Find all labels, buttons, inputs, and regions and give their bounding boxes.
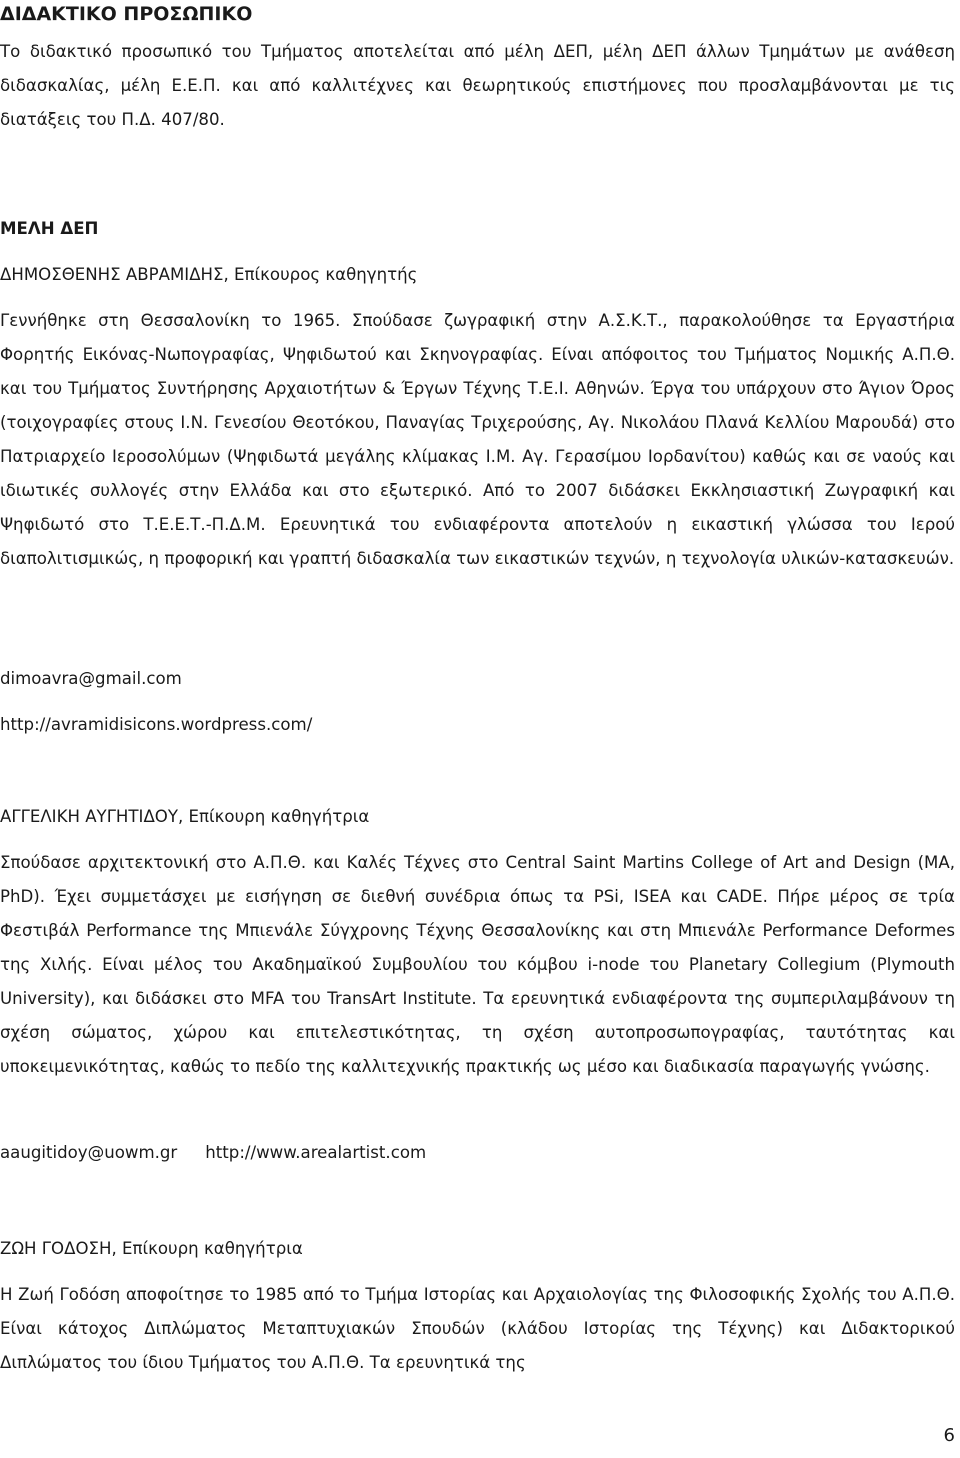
subsection-title: ΜΕΛΗ ΔΕΠ [0, 219, 99, 238]
page-number: 6 [943, 1425, 955, 1446]
member-email[interactable]: aaugitidoy@uowm.gr [0, 1143, 178, 1162]
member-heading: ΑΓΓΕΛΙΚΗ ΑΥΓΗΤΙΔΟΥ, Επίκουρη καθηγήτρια [0, 807, 370, 826]
member-bio: Η Ζωή Γοδόση αποφοίτησε το 1985 από το Τμήμα Ιστορίας και Αρχαιολογίας της Φιλοσοφικής Σχολής του Α.Π.Θ. Είναι κάτοχος Διπλώματος Μεταπτυχιακών Σπουδών (κλάδου Ιστορίας της Τέχνης) και Διδακτορικού Διπλώματος του ίδιου Τμήματος του Α.Π.Θ. Τα ερευνητικά της [0, 1285, 955, 1372]
section-title: ΔΙΔΑΚΤΙΚΟ ΠΡΟΣΩΠΙΚΟ [0, 3, 253, 25]
member-heading: ΔΗΜΟΣΘΕΝΗΣ ΑΒΡΑΜΙΔΗΣ, Επίκουρος καθηγητής [0, 265, 418, 284]
member-bio: Γεννήθηκε στη Θεσσαλονίκη το 1965. Σπούδασε ζωγραφική στην Α.Σ.Κ.Τ., παρακολούθησε τα Εργαστήρια Φορητής Εικόνας-Νωπογραφίας, Ψηφιδωτού και Σκηνογραφίας. Είναι απόφοιτος του Τμήματος Νομικής Α.Π.Θ. και του Τμήματος Συντήρησης Αρχαιοτήτων & Έργων Τέχνης Τ.Ε.Ι. Αθηνών. Έργα του υπάρχουν στο Άγιον Όρος (τοιχογραφίες στους Ι.Ν. Γενεσίου Θεοτόκου, Παναγίας Τριχερούσης, Αγ. Νικολάου Πλανά Κελλίου Μαρουδά) στο Πατριαρχείο Ιεροσολύμων (Ψηφιδωτά μεγάλης κλίμακας Ι.Μ. Αγ. Γερασίμου Ιορδανίτου) καθώς και σε ναούς και ιδιωτικές συλλογές στην Ελλάδα και στο εξωτερικό. Από το 2007 διδάσκει Εκκλησιαστική Ζωγραφική και Ψηφιδωτό στο Τ.Ε.Ε.Τ.-Π.Δ.Μ. Ερευνητικά του ενδιαφέροντα αποτελούν η εικαστική γλώσσα του Ιερού διαπολιτισμικώς, η προφορική και γραπτή διδασκαλία των εικαστικών τεχνών, η τεχνολογία υλικών-κατασκευών. [0, 311, 955, 568]
member-website[interactable]: http://www.arealartist.com [205, 1143, 427, 1162]
intro-paragraph: Το διδακτικό προσωπικό του Τμήματος αποτελείται από μέλη ΔΕΠ, μέλη ΔΕΠ άλλων Τμημάτων με ανάθεση διδασκαλίας, μέλη Ε.Ε.Π. και από καλλιτέχνες και θεωρητικούς επιστήμονες που προσλαμβάνονται με τις διατάξεις του Π.Δ. 407/80. [0, 42, 955, 129]
member-website[interactable]: http://avramidisicons.wordpress.com/ [0, 715, 313, 734]
member-heading: ΖΩΗ ΓΟΔΟΣΗ, Επίκουρη καθηγήτρια [0, 1239, 303, 1258]
member-bio: Σπούδασε αρχιτεκτονική στο Α.Π.Θ. και Καλές Τέχνες στο Central Saint Martins College of Art and Design (MA, PhD). Έχει συμμετάσχει με εισήγηση σε διεθνή συνέδρια όπως τα PSi, ISEA και CADE. Πήρε μέρος σε τρία Φεστιβάλ Performance της Μπιενάλε Σύγχρονης Τέχνης Θεσσαλονίκης και στη Μπιενάλε Performance Deformes της Χιλής. Είναι μέλος του Ακαδημαϊκού Συμβουλίου του κόμβου i-node του Planetary Collegium (Plymouth University), και διδάσκει στο MFA του TransArt Institute. Τα ερευνητικά ενδιαφέροντα της συμπεριλαμβάνουν τη σχέση σώματος, χώρου και επιτελεστικότητας, τη σχέση αυτοπροσωπογραφίας, ταυτότητας και υποκειμενικότητας, καθώς το πεδίο της καλλιτεχνικής πρακτικής ως μέσο και διαδικασία παραγωγής γνώσης. [0, 853, 955, 1076]
member-email[interactable]: dimoavra@gmail.com [0, 669, 182, 688]
member-contact-line [0, 1136, 426, 1170]
